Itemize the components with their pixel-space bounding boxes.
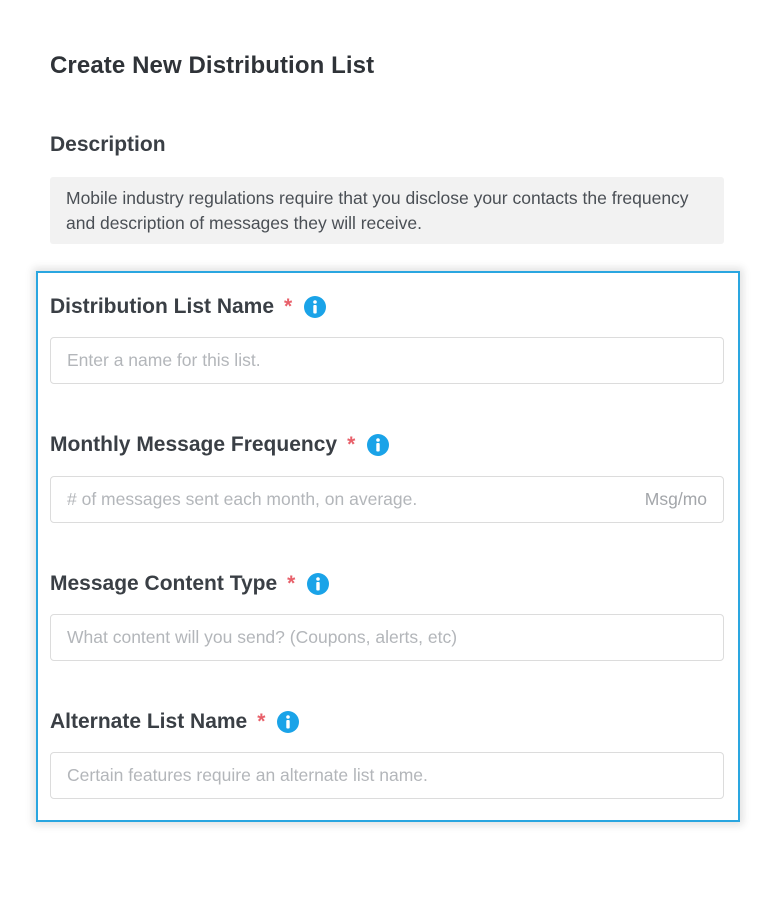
distribution-list-form [36, 271, 740, 822]
message-content-type-label-text: Message Content Type [50, 572, 278, 595]
alternate-list-name-field[interactable] [50, 752, 724, 799]
required-star: * [257, 710, 266, 733]
info-icon[interactable] [277, 711, 299, 733]
info-icon[interactable] [307, 573, 329, 595]
required-star: * [284, 295, 293, 318]
description-heading: Description [50, 133, 166, 156]
distribution-list-name-input[interactable] [67, 350, 707, 371]
alternate-list-name-input[interactable] [67, 765, 707, 786]
required-star: * [347, 433, 356, 456]
distribution-list-name-label-text: Distribution List Name [50, 295, 275, 318]
required-star: * [287, 572, 296, 595]
alternate-list-name-label [50, 710, 299, 734]
info-icon[interactable] [367, 434, 389, 456]
message-content-type-label [50, 572, 329, 596]
msg-per-month-suffix: Msg/mo [644, 489, 707, 509]
page-title: Create New Distribution List [50, 52, 375, 79]
distribution-list-name-label [50, 295, 326, 319]
alternate-list-name-label-text: Alternate List Name [50, 710, 248, 733]
monthly-message-frequency-field[interactable] [50, 476, 724, 523]
info-icon[interactable] [304, 296, 326, 318]
message-content-type-input[interactable] [67, 627, 707, 648]
description-box [50, 177, 724, 244]
monthly-message-frequency-input[interactable] [67, 489, 637, 510]
distribution-list-name-field[interactable] [50, 337, 724, 384]
message-content-type-field[interactable] [50, 614, 724, 661]
monthly-message-frequency-label-text: Monthly Message Frequency [50, 433, 338, 456]
monthly-message-frequency-label [50, 433, 389, 457]
description-text: Mobile industry regulations require that you disclose your contacts the frequency and description of messages they will receive. [66, 188, 689, 233]
